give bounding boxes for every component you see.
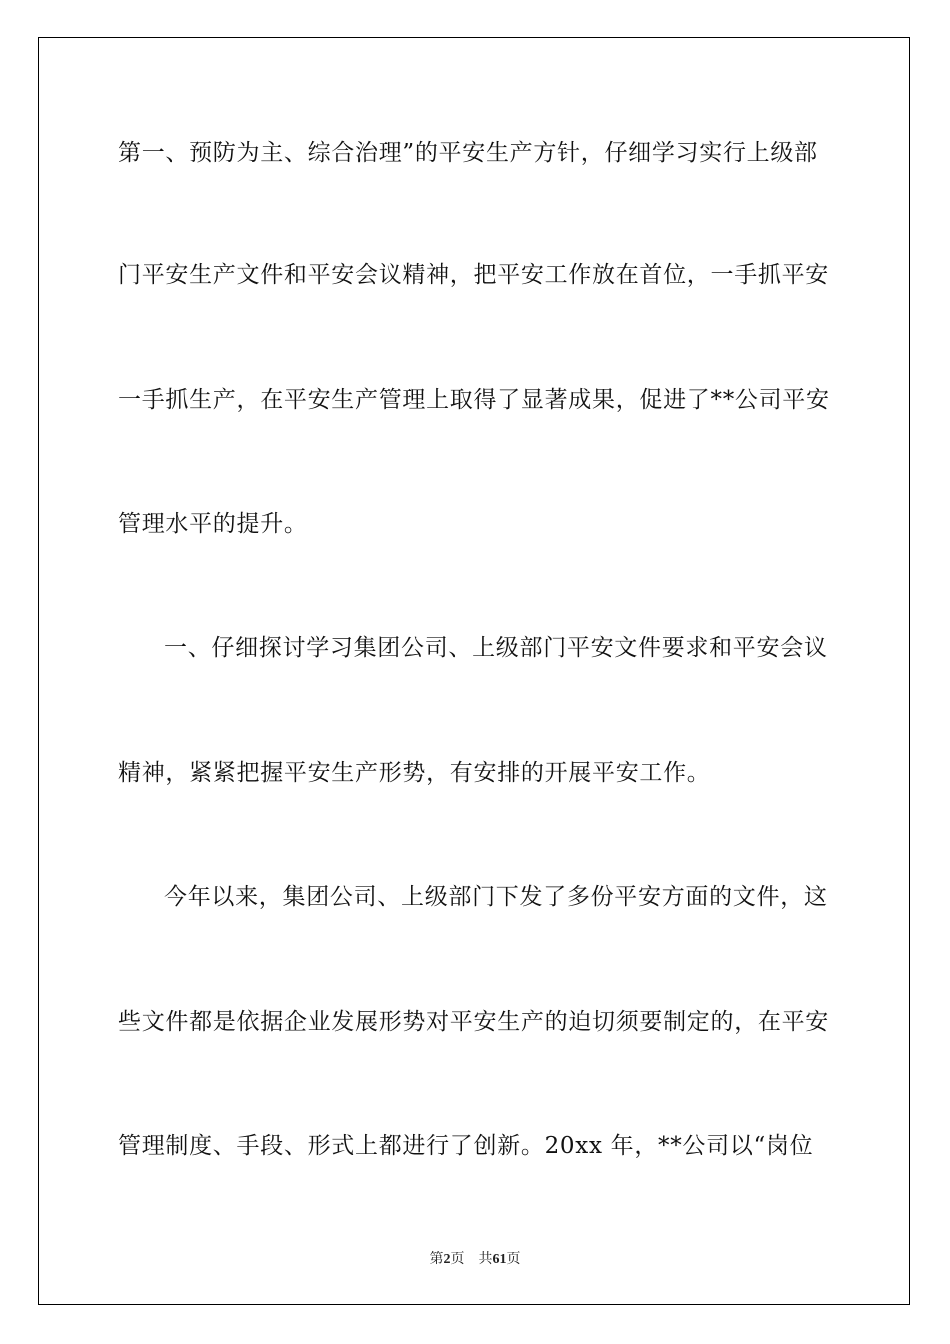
total-pages: 61 bbox=[492, 1252, 507, 1267]
page-suffix: 页 bbox=[450, 1251, 465, 1267]
page-prefix: 第 bbox=[429, 1251, 444, 1267]
body-text-line: 些文件都是依据企业发展形势对平安生产的迫切须要制定的，在平安 bbox=[118, 1009, 829, 1035]
page-border bbox=[38, 37, 910, 1305]
body-text-line: 今年以来，集团公司、上级部门下发了多份平安方面的文件，这 bbox=[164, 884, 828, 910]
body-text-line: 管理制度、手段、形式上都进行了创新。20xx 年，**公司以“岗位 bbox=[118, 1133, 814, 1159]
page-number: 2 bbox=[443, 1252, 451, 1267]
body-text-line: 门平安生产文件和平安会议精神，把平安工作放在首位，一手抓平安 bbox=[118, 262, 829, 288]
total-prefix: 共 bbox=[478, 1251, 493, 1267]
body-text-line: 管理水平的提升。 bbox=[118, 511, 308, 537]
body-text-line: 精神，紧紧把握平安生产形势，有安排的开展平安工作。 bbox=[118, 760, 711, 786]
section-heading-line: 一、仔细探讨学习集团公司、上级部门平安文件要求和平安会议 bbox=[164, 635, 828, 661]
body-text-line: 第一、预防为主、综合治理”的平安生产方针，仔细学习实行上级部 bbox=[118, 140, 818, 166]
total-suffix: 页 bbox=[506, 1251, 521, 1267]
body-text-line: 一手抓生产，在平安生产管理上取得了显著成果，促进了**公司平安 bbox=[118, 387, 830, 413]
page-footer bbox=[0, 1248, 950, 1268]
